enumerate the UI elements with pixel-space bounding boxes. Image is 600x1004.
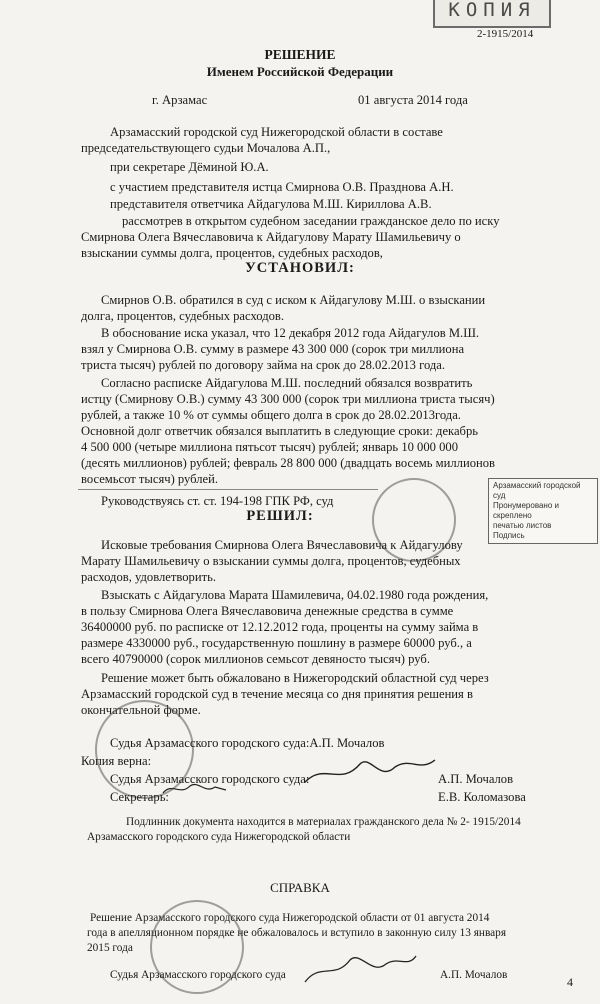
text-line: 4 500 000 (четыре миллиона пятьсот тысяч) рублей; январь 10 000 000 (81, 440, 458, 454)
certificate-signature (300, 950, 420, 990)
stamp-line: Арзамасский городской суд (493, 481, 581, 500)
text-line: Смирнов О.В. обратился в суд с иском к Айдагулову М.Ш. о взыскании (101, 293, 486, 307)
text-line: долга, процентов, судебных расходов. (81, 309, 284, 323)
decided-heading: РЕШИЛ: (246, 508, 314, 524)
stamp-line: Пронумеровано и скреплено (493, 501, 559, 520)
certificate-judge-name: А.П. Мочалов (440, 969, 508, 981)
original-note: Подлинник документа находится в материалах гражданского дела № 2- 1915/2014 (126, 816, 521, 828)
secretary-label: Секретарь: (110, 790, 169, 804)
established-heading: УСТАНОВИЛ: (245, 260, 355, 276)
text-line: восемьсот тысяч) рублей. (81, 472, 219, 486)
text-line: В обоснование иска указал, что 12 декабря 2012 года Айдагулов М.Ш. (101, 326, 480, 340)
certificate-line: года в апелляционном порядке не обжаловалось и вступило в законную силу 13 января (87, 927, 507, 939)
judge-signature-line: Судья Арзамасского городского суда:А.П. Мочалов (110, 736, 385, 750)
date: 01 августа 2014 года (358, 93, 468, 107)
intro-line: председательствующего судьи Мочалова А.П., (81, 141, 331, 155)
intro-line: Арзамасский городской суд Нижегородской области в составе (110, 125, 443, 139)
original-note: Арзамасского городского суда Нижегородской области (87, 831, 351, 843)
intro-line: представителя ответчика Айдагулова М.Ш. Кириллова А.В. (110, 197, 432, 211)
copy-stamp: КОПИЯ (433, 0, 551, 28)
text-line: Решение может быть обжаловано в Нижегородский областной суд через (101, 671, 489, 685)
guided-by: Руководствуясь ст. ст. 194-198 ГПК РФ, суд (101, 494, 334, 508)
page-joint (78, 489, 378, 490)
document-subtitle: Именем Российской Федерации (206, 64, 394, 79)
text-line: Взыскать с Айдагулова Марата Шамилевича, 04.02.1980 года рождения, (101, 588, 489, 602)
text-line: в пользу Смирнова Олега Вячеславовича денежные средства в сумме (81, 604, 454, 618)
text-line: 36400000 руб. по расписке от 12.12.2012 года, проценты на сумму займа в (81, 620, 479, 634)
page-number: 4 (567, 975, 573, 989)
copy-correct: Копия верна: (81, 754, 152, 768)
text-line: Марату Шамильевичу о взыскании суммы долга, процентов, судебных (81, 554, 461, 568)
intro-line: взыскании суммы долга, процентов, судебных расходов, (81, 246, 383, 260)
intro-line: при секретаре Дёминой Ю.А. (110, 160, 269, 174)
place: г. Арзамас (152, 93, 208, 107)
certificate-judge: Судья Арзамасского городского суда (110, 969, 286, 981)
text-line: Основной долг ответчик обязался выплатить в следующие сроки: декабрь (81, 424, 479, 438)
text-line: взял у Смирнова О.В. сумму в размере 43 300 000 (сорок три миллиона (81, 342, 465, 356)
certificate-line: 2015 года (87, 942, 133, 954)
secretary-signature (160, 778, 230, 800)
text-line: Исковые требования Смирнова Олега Вячеславовича к Айдагулову (101, 538, 463, 552)
stamp-line: печатью листов (493, 521, 552, 530)
text-line: рублей, а также 10 % от суммы общего долга в срок до 28.02.2013года. (81, 408, 461, 422)
text-line: расходов, удовлетворить. (81, 570, 216, 584)
text-line: размере 4330000 руб., государственную пошлину в размере 60000 руб., а (81, 636, 472, 650)
intro-line: с участием представителя истца Смирнова О.В. Празднова А.Н. (110, 180, 454, 194)
secretary-name: Е.В. Коломазова (438, 790, 526, 804)
judge-name: А.П. Мочалов (438, 772, 514, 786)
text-line: всего 40790000 (сорок миллионов семьсот девяносто тысяч) руб. (81, 652, 430, 666)
intro-line: рассмотрев в открытом судебном заседании гражданское дело по иску (122, 214, 500, 228)
certificate-heading: СПРАВКА (270, 880, 330, 895)
stamp-line: Подпись (493, 531, 525, 540)
document-title: РЕШЕНИЕ (264, 47, 336, 62)
text-line: Согласно расписке Айдагулова М.Ш. последний обязался возвратить (101, 376, 473, 390)
certificate-line: Решение Арзамасского городского суда Нижегородской области от 01 августа 2014 (90, 912, 490, 924)
text-line: окончательной форме. (81, 703, 201, 717)
text-line: (десять миллионов) рублей; февраль 28 800 000 (двадцать восемь миллионов (81, 456, 495, 470)
text-line: триста тысяч) рублей по договору займа на срок до 28.02.2013 года. (81, 358, 446, 372)
text-line: истцу (Смирнову О.В.) сумму 43 300 000 (сорок три миллиона триста тысяч) (81, 392, 495, 406)
judge-signature-line: Судья Арзамасского городского суда: (110, 772, 310, 786)
case-number: 2-1915/2014 (477, 28, 534, 40)
text-line: Арзамасский городской суд в течение месяца со дня принятия решения в (81, 687, 473, 701)
handwritten-signature (300, 752, 440, 792)
intro-line: Смирнова Олега Вячеславовича к Айдагулову Марату Шамильевичу о (81, 230, 461, 244)
